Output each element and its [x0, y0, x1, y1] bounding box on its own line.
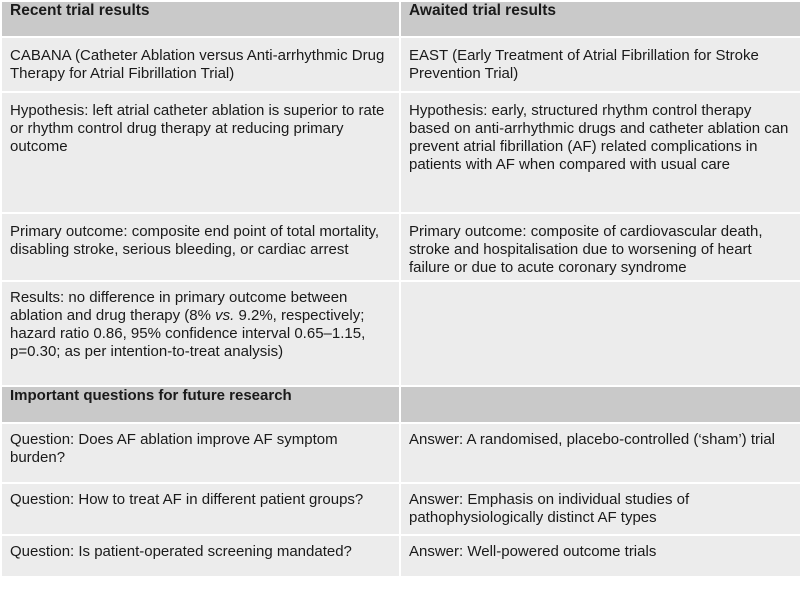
results-text-b: 9.2%, respectively; hazard ratio 0.86, 95% confidence interval 0.65–1.15, p=0.30; as per intention-to-treat analysis) [10, 307, 366, 360]
answer-cell: Answer: Well-powered outcome trials [400, 535, 800, 577]
results-cabana [1, 281, 400, 386]
question-cell: Question: Is patient-operated screening mandated? [1, 535, 400, 577]
table-header-row [1, 1, 800, 37]
primary-outcome-east: Primary outcome: composite of cardiovascular death, stroke and hospitalisation due to worsening of heart failure or due to acute coronary syndrome [400, 213, 800, 281]
table-row [1, 213, 800, 281]
table-row [1, 423, 800, 483]
section-header-row [1, 386, 800, 423]
awaited-results-header: Awaited trial results [400, 1, 800, 37]
future-research-header-right [400, 386, 800, 423]
primary-outcome-cabana: Primary outcome: composite end point of total mortality, disabling stroke, serious bleeding, or cardiac arrest [1, 213, 400, 281]
trial-name-cabana: CABANA (Catheter Ablation versus Anti-arrhythmic Drug Therapy for Atrial Fibrillation Trial) [1, 37, 400, 92]
question-cell: Question: How to treat AF in different patient groups? [1, 483, 400, 535]
results-east-empty [400, 281, 800, 386]
hypothesis-east: Hypothesis: early, structured rhythm control therapy based on anti-arrhythmic drugs and catheter ablation can prevent atrial fibrillation (AF) related complications in patients with AF when compared with usual care [400, 92, 800, 213]
recent-results-header: Recent trial results [1, 1, 400, 37]
table-row [1, 92, 800, 213]
question-cell: Question: Does AF ablation improve AF symptom burden? [1, 423, 400, 483]
table-row [1, 37, 800, 92]
results-text-a: Results: no difference in primary outcome between ablation and drug therapy (8% [10, 289, 348, 324]
answer-cell: Answer: A randomised, placebo-controlled (‘sham’) trial [400, 423, 800, 483]
results-vs: vs. [215, 307, 235, 324]
answer-cell: Answer: Emphasis on individual studies of pathophysiologically distinct AF types [400, 483, 800, 535]
table-row [1, 281, 800, 386]
trial-name-east: EAST (Early Treatment of Atrial Fibrillation for Stroke Prevention Trial) [400, 37, 800, 92]
table-row [1, 483, 800, 535]
table-row [1, 535, 800, 577]
future-research-header: Important questions for future research [1, 386, 400, 423]
hypothesis-cabana: Hypothesis: left atrial catheter ablation is superior to rate or rhythm control drug therapy at reducing primary outcome [1, 92, 400, 213]
